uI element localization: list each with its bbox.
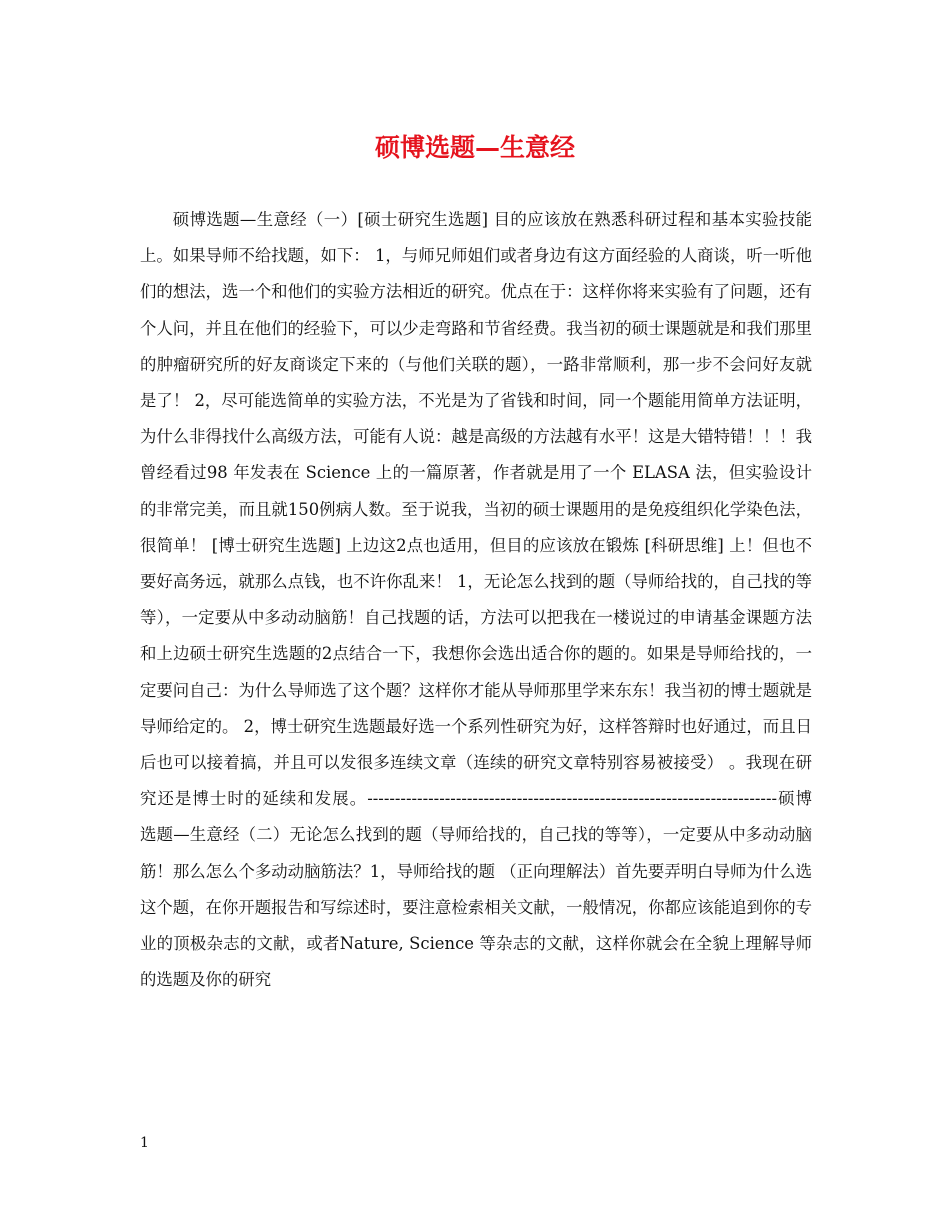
body-paragraph: 硕博选题—生意经（一）[硕士研究生选题] 目的应该放在熟悉科研过程和基本实验技能上。如果导师不给找题，如下： 1，与师兄师姐们或者身边有这方面经验的人商谈，听一听他们的想法，选一个和他们的实验方法相近的研究。优点在于：这样你将来实验有了问题，还有个人问，并且在他们的经验下，可以少走弯路和节省经费。我当初的硕士课题就是和我们那里的肿瘤研究所的好友商谈定下来的（与他们关联的题），一路非常顺利，那一步不会问好友就是了！ 2，尽可能选简单的实验方法，不光是为了省钱和时间，同一个题能用简单方法证明，为什么非得找什么高级方法，可能有人说：越是高级的方法越有水平！这是大错特错！！！我曾经看过98 年发表在 Science 上的一篇原著，作者就是用了一个 ELASA 法，但实验设计的非常完美，而且就150例病人数。至于说我，当初的硕士课题用的是免疫组织化学染色法，很简单！ [博士研究生选题] 上边这2点也适用，但目的应该放在锻炼 [科研思维] 上！但也不要好高务远，就那么点钱，也不许你乱来！ 1，无论怎么找到的题（导师给找的，自己找的等等），一定要从中多动动脑筋！自己找题的话，方法可以把我在一楼说过的申请基金课题方法和上边硕士研究生选题的2点结合一下，我想你会选出适合你的题的。如果是导师给找的，一定要问自己：为什么导师选了这个题？这样你才能从导师那里学来东东！我当初的博士题就是导师给定的。 2，博士研究生选题最好选一个系列性研究为好，这样答辩时也好通过，而且日后也可以接着搞，并且可以发很多连续文章（连续的研究文章特别容易被接受） 。我现在研究还是博士时的延续和发展。--------------------------------------------------------------------------硕博选题—生意经（二）无论怎么找到的题（导师给找的，自己找的等等），一定要从中多动动脑筋！那么怎么个多动动脑筋法？1，导师给找的题 （正向理解法）首先要弄明白导师为什么选这个题，在你开题报告和写综述时，要注意检索相关文献，一般情况，你都应该能追到你的专业的顶极杂志的文献，或者Nature, Science 等杂志的文献，这样你就会在全貌上理解导师的选题及你的研究 [140, 210, 813, 990]
page-title: 硕博选题—生意经 [374, 133, 575, 162]
page-number: 1 [140, 1135, 149, 1151]
